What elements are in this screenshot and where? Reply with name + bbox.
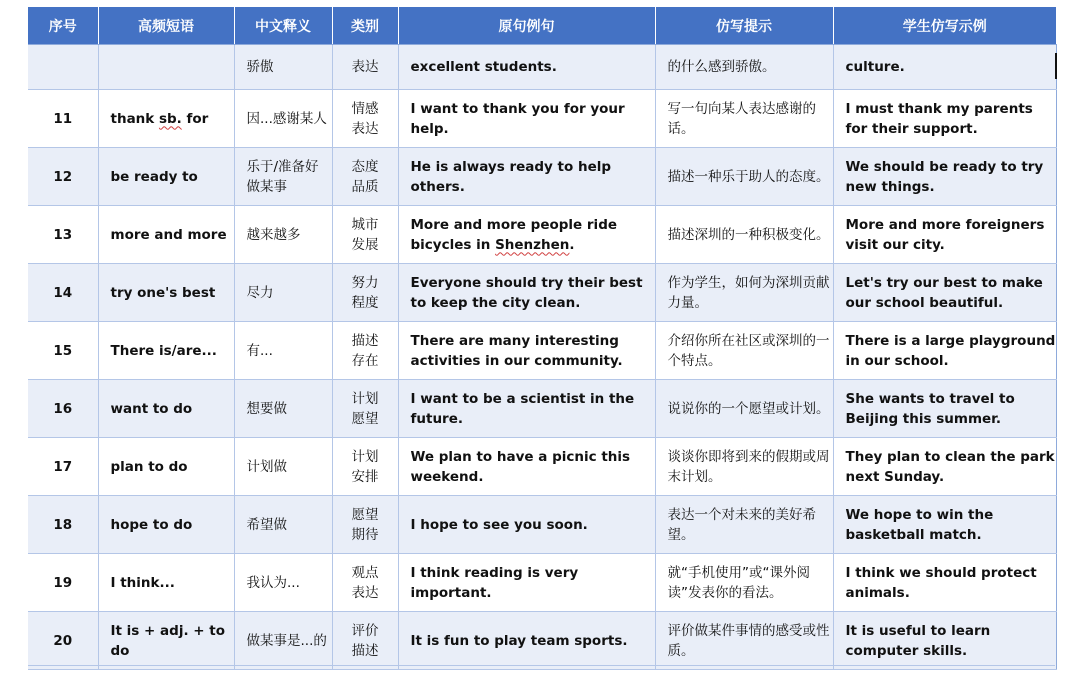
category-text: 表达	[351, 59, 379, 75]
header-category: 类别	[332, 7, 398, 45]
cell-num[interactable]: 14	[28, 264, 98, 322]
cell-hint[interactable]: 作为学生，如何为深圳贡献力量。	[655, 264, 833, 322]
cell-num[interactable]: 18	[28, 496, 98, 554]
text-cursor	[1055, 53, 1057, 79]
cell-meaning[interactable]: 尽力	[234, 264, 332, 322]
cell-student[interactable]: They plan to clean the park next Sunday.	[833, 438, 1056, 496]
cell-hint[interactable]: 说说你的一个愿望或计划。	[655, 380, 833, 438]
cell-meaning[interactable]: 做某事是...的	[234, 612, 332, 670]
cell-student[interactable]: Let's try our best to make our school beautiful.	[833, 264, 1056, 322]
category-text: 愿望期待	[351, 506, 379, 543]
cell-num[interactable]: 13	[28, 206, 98, 264]
cell-hint[interactable]: 描述一种乐于助人的态度。	[655, 148, 833, 206]
table-row	[28, 90, 1056, 148]
cell-example[interactable]: I want to thank you for your help.	[398, 90, 655, 148]
cell-category[interactable]	[332, 380, 398, 438]
category-text: 观点表达	[351, 564, 379, 601]
cell-example[interactable]: I think reading is very important.	[398, 554, 655, 612]
cell-num[interactable]: 12	[28, 148, 98, 206]
example-text: More and more people ride bicycles in	[410, 216, 618, 253]
header-phrase: 高频短语	[98, 7, 234, 45]
header-meaning: 中文释义	[234, 7, 332, 45]
cell-hint[interactable]: 介绍你所在社区或深圳的一个特点。	[655, 322, 833, 380]
cell-student[interactable]: More and more foreigners visit our city.	[833, 206, 1056, 264]
cell-hint[interactable]: 评价做某件事情的感受或性质。	[655, 612, 833, 670]
cell-category[interactable]	[332, 322, 398, 380]
header-row	[28, 7, 1056, 45]
cell-phrase[interactable]: be ready to	[98, 148, 234, 206]
cell-student[interactable]: She wants to travel to Beijing this summer.	[833, 380, 1056, 438]
cell-meaning[interactable]: 乐于/准备好做某事	[234, 148, 332, 206]
cell-meaning[interactable]: 有...	[234, 322, 332, 380]
cell-category[interactable]	[332, 45, 398, 90]
cell-phrase[interactable]: There is/are...	[98, 322, 234, 380]
cell-phrase[interactable]	[98, 90, 234, 148]
cell-category[interactable]	[332, 90, 398, 148]
cell-example[interactable]: He is always ready to help others.	[398, 148, 655, 206]
cell-hint[interactable]: 谈谈你即将到来的假期或周末计划。	[655, 438, 833, 496]
category-text: 态度品质	[351, 158, 379, 195]
cell-example[interactable]	[398, 206, 655, 264]
table-row-partial	[28, 45, 1056, 90]
cell-student[interactable]: We should be ready to try new things.	[833, 148, 1056, 206]
cell-phrase[interactable]: want to do	[98, 380, 234, 438]
cell-category[interactable]	[332, 148, 398, 206]
cell-example[interactable]: Everyone should try their best to keep the city clean.	[398, 264, 655, 322]
cell-category[interactable]	[332, 496, 398, 554]
table-row	[28, 264, 1056, 322]
cell-example[interactable]: I want to be a scientist in the future.	[398, 380, 655, 438]
cell-phrase[interactable]	[98, 45, 234, 90]
cell-phrase[interactable]: try one's best	[98, 264, 234, 322]
cell-num[interactable]: 16	[28, 380, 98, 438]
category-text: 评价描述	[351, 622, 379, 659]
cell-hint[interactable]: 就“手机使用”或“课外阅读”发表你的看法。	[655, 554, 833, 612]
cell-num[interactable]	[28, 45, 98, 90]
cell-example[interactable]: There are many interesting activities in our community.	[398, 322, 655, 380]
cell-example[interactable]: We plan to have a picnic this weekend.	[398, 438, 655, 496]
cell-phrase[interactable]: plan to do	[98, 438, 234, 496]
cell-num[interactable]: 15	[28, 322, 98, 380]
cell-meaning[interactable]: 计划做	[234, 438, 332, 496]
table-row	[28, 438, 1056, 496]
cell-example[interactable]: I hope to see you soon.	[398, 496, 655, 554]
table-row	[28, 496, 1056, 554]
cell-category[interactable]	[332, 264, 398, 322]
cell-hint[interactable]: 描述深圳的一种积极变化。	[655, 206, 833, 264]
phrase-table	[28, 7, 1057, 670]
spellcheck-word: sb.	[158, 110, 182, 127]
cell-example[interactable]: It is fun to play team sports.	[398, 612, 655, 670]
category-text: 努力程度	[351, 274, 379, 311]
cell-num[interactable]: 11	[28, 90, 98, 148]
category-text: 城市发展	[351, 216, 379, 253]
cell-num[interactable]: 20	[28, 612, 98, 670]
table-row	[28, 148, 1056, 206]
table-row	[28, 322, 1056, 380]
cell-student[interactable]: I must thank my parents for their support.	[833, 90, 1056, 148]
cell-hint[interactable]: 的什么感到骄傲。	[655, 45, 833, 90]
cell-hint[interactable]: 写一句向某人表达感谢的话。	[655, 90, 833, 148]
cell-category[interactable]	[332, 206, 398, 264]
cell-category[interactable]	[332, 438, 398, 496]
cell-phrase[interactable]: hope to do	[98, 496, 234, 554]
cell-student[interactable]: It is useful to learn computer skills.	[833, 612, 1056, 670]
spellcheck-word: Shenzhen	[495, 236, 570, 253]
header-student: 学生仿写示例	[833, 7, 1056, 45]
cell-phrase[interactable]: It is + adj. + to do	[98, 612, 234, 670]
phrase-text: thank	[110, 110, 159, 127]
phrase-table-sheet	[28, 7, 1057, 670]
table-row	[28, 612, 1056, 670]
cell-category[interactable]	[332, 554, 398, 612]
category-text: 情感表达	[351, 100, 379, 137]
header-example: 原句例句	[398, 7, 655, 45]
table-row	[28, 206, 1056, 264]
cell-num[interactable]: 19	[28, 554, 98, 612]
header-num: 序号	[28, 7, 98, 45]
category-text: 计划愿望	[351, 390, 379, 427]
table-row	[28, 380, 1056, 438]
header-hint: 仿写提示	[655, 7, 833, 45]
cell-category[interactable]	[332, 612, 398, 670]
table-row	[28, 554, 1056, 612]
page-bottom-rule	[28, 665, 1055, 666]
cell-meaning[interactable]: 越来越多	[234, 206, 332, 264]
cell-student[interactable]: We hope to win the basketball match.	[833, 496, 1056, 554]
cell-meaning[interactable]: 我认为...	[234, 554, 332, 612]
cell-num[interactable]: 17	[28, 438, 98, 496]
cell-example[interactable]: excellent students.	[398, 45, 655, 90]
category-text: 计划安排	[351, 448, 379, 485]
cell-meaning[interactable]: 骄傲	[234, 45, 332, 90]
cell-meaning[interactable]: 希望做	[234, 496, 332, 554]
phrase-text: for	[181, 110, 209, 127]
cell-student[interactable]: I think we should protect animals.	[833, 554, 1056, 612]
example-text: .	[569, 236, 575, 253]
cell-meaning[interactable]: 想要做	[234, 380, 332, 438]
category-text: 描述存在	[351, 332, 379, 369]
cell-student[interactable]: culture.	[833, 45, 1056, 90]
cell-hint[interactable]: 表达一个对未来的美好希望。	[655, 496, 833, 554]
cell-phrase[interactable]: I think...	[98, 554, 234, 612]
cell-phrase[interactable]: more and more	[98, 206, 234, 264]
cell-student[interactable]: There is a large playground in our school.	[833, 322, 1056, 380]
cell-meaning[interactable]: 因...感谢某人	[234, 90, 332, 148]
